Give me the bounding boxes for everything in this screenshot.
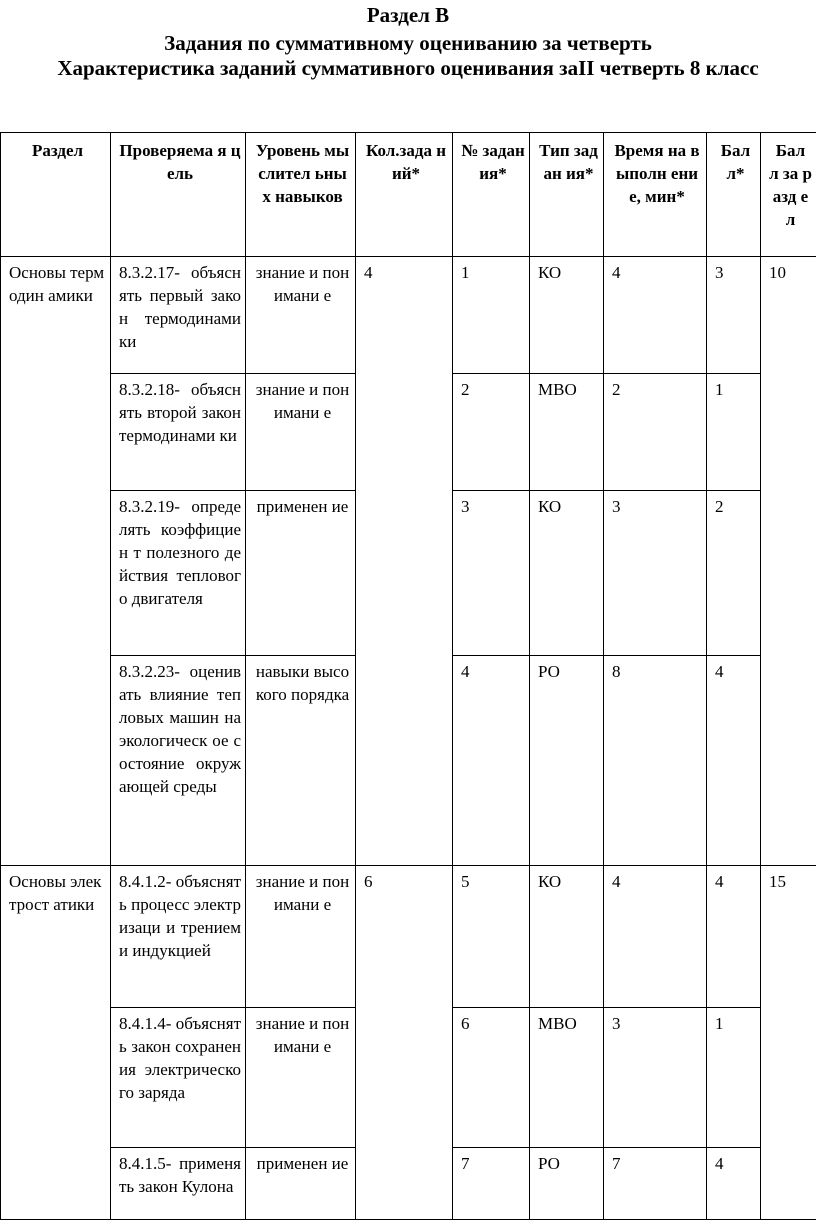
goal-cell: 8.4.1.5- применять закон Кулона xyxy=(111,1148,246,1220)
col-header-task-type: Тип задан ия* xyxy=(530,133,604,257)
document-title: Задания по суммативному оцениванию за четверть xyxy=(164,31,652,55)
col-header-time: Время на выполн ение, мин* xyxy=(604,133,707,257)
level-cell: применен ие xyxy=(246,1148,356,1220)
task-no-cell: 2 xyxy=(453,374,530,491)
task-type-cell: МВО xyxy=(530,374,604,491)
goal-cell: 8.4.1.2- объяснять процесс электризаци и трением и индукцией xyxy=(111,866,246,1008)
task-count-cell: 6 xyxy=(356,866,453,1220)
col-header-task-count: Кол.зада ний* xyxy=(356,133,453,257)
level-cell: навыки высокого порядка xyxy=(246,656,356,866)
time-cell: 3 xyxy=(604,1008,707,1148)
task-type-cell: РО xyxy=(530,656,604,866)
score-cell: 2 xyxy=(707,491,761,656)
score-cell: 1 xyxy=(707,374,761,491)
section-name: Основы термодин амики xyxy=(1,257,111,866)
goal-cell: 8.3.2.19- определять коэффициен т полезного действия теплового двигателя xyxy=(111,491,246,656)
table-header-row xyxy=(1,133,816,257)
task-count-cell: 4 xyxy=(356,257,453,866)
task-no-cell: 1 xyxy=(453,257,530,374)
table-row xyxy=(1,257,816,374)
goal-cell: 8.3.2.17- объяснять первый закон термодинами ки xyxy=(111,257,246,374)
time-cell: 4 xyxy=(604,257,707,374)
task-no-cell: 6 xyxy=(453,1008,530,1148)
goal-cell: 8.4.1.4- объяснять закон сохранения электрическо го заряда xyxy=(111,1008,246,1148)
time-cell: 7 xyxy=(604,1148,707,1220)
level-cell: применен ие xyxy=(246,491,356,656)
score-cell: 4 xyxy=(707,656,761,866)
score-cell: 4 xyxy=(707,1148,761,1220)
task-no-cell: 3 xyxy=(453,491,530,656)
time-cell: 2 xyxy=(604,374,707,491)
col-header-goal: Проверяема я цель xyxy=(111,133,246,257)
col-header-section-score: Бал л за разд ел xyxy=(761,133,816,257)
task-type-cell: КО xyxy=(530,866,604,1008)
level-cell: знание и понимани е xyxy=(246,1008,356,1148)
time-cell: 8 xyxy=(604,656,707,866)
task-no-cell: 5 xyxy=(453,866,530,1008)
section-name: Основы электрост атики xyxy=(1,866,111,1220)
task-no-cell: 7 xyxy=(453,1148,530,1220)
task-type-cell: КО xyxy=(530,257,604,374)
table-caption: Характеристика заданий суммативного оценивания заII четверть 8 класс xyxy=(57,56,759,80)
col-header-score: Бал л* xyxy=(707,133,761,257)
time-cell: 3 xyxy=(604,491,707,656)
task-no-cell: 4 xyxy=(453,656,530,866)
goal-cell: 8.3.2.23- оценивать влияние тепловых машин на экологическ ое состояние окружающей среды xyxy=(111,656,246,866)
score-cell: 3 xyxy=(707,257,761,374)
score-cell: 4 xyxy=(707,866,761,1008)
level-cell: знание и понимани е xyxy=(246,374,356,491)
task-type-cell: РО xyxy=(530,1148,604,1220)
task-type-cell: МВО xyxy=(530,1008,604,1148)
goal-cell: 8.3.2.18- объяснять второй закон термодинами ки xyxy=(111,374,246,491)
table-row xyxy=(1,866,816,1008)
level-cell: знание и понимани е xyxy=(246,866,356,1008)
section-score-cell: 10 xyxy=(761,257,816,866)
assessment-table xyxy=(0,132,816,1220)
col-header-section: Раздел xyxy=(1,133,111,257)
col-header-level: Уровень мыслител ьных навыков xyxy=(246,133,356,257)
task-type-cell: КО xyxy=(530,491,604,656)
section-score-cell: 15 xyxy=(761,866,816,1220)
level-cell: знание и понимани е xyxy=(246,257,356,374)
score-cell: 1 xyxy=(707,1008,761,1148)
section-title: Раздел В xyxy=(366,3,450,27)
col-header-task-no: № задан ия* xyxy=(453,133,530,257)
time-cell: 4 xyxy=(604,866,707,1008)
